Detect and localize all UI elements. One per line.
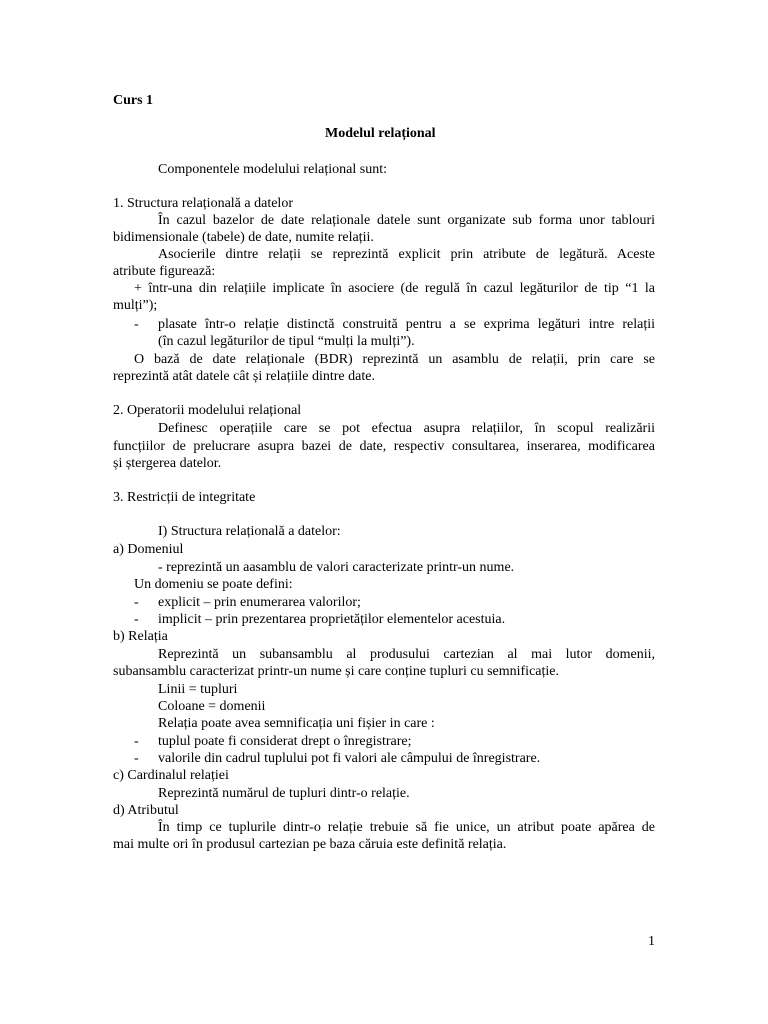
- bullet-line: mulți”);: [113, 298, 158, 313]
- paragraph-line: În timp ce tuplurile dintr-o relație trebuie să fie unice, un atribut poate apărea de: [158, 820, 655, 835]
- bullet-line: + într-una din relațiile implicate în asociere (de regulă în cazul legăturilor de tip “1 la: [134, 281, 655, 296]
- bullet-line: explicit – prin enumerarea valorilor;: [158, 595, 361, 610]
- item-heading: d) Atributul: [113, 803, 179, 818]
- bullet-line: valorile din cadrul tuplului pot fi valori ale câmpului de înregistrare.: [158, 751, 541, 766]
- paragraph-line: mai multe ori în produsul cartezian pe baza căruia este definită relația.: [113, 837, 507, 852]
- bullet-line: (în cazul legăturilor de tipul “mulți la mulți”).: [158, 334, 415, 349]
- paragraph-line: - reprezintă un aasamblu de valori caracterizate printr-un nume.: [158, 560, 515, 575]
- list-dash: -: [134, 612, 139, 627]
- list-dash: -: [134, 317, 139, 332]
- paragraph-line: Definesc operațiile care se pot efectua asupra relațiilor, în scopul realizării: [158, 421, 655, 436]
- paragraph-line: În cazul bazelor de date relaționale datele sunt organizate sub forma unor tablouri: [158, 213, 655, 228]
- paragraph-line: bidimensionale (tabele) de date, numite relații.: [113, 230, 374, 245]
- section-1-heading: 1. Structura relațională a datelor: [113, 196, 293, 211]
- list-dash: -: [134, 595, 139, 610]
- intro-text: Componentele modelului relațional sunt:: [158, 162, 388, 177]
- list-dash: -: [134, 734, 139, 749]
- paragraph-line: reprezintă atât datele cât și relațiile dintre date.: [113, 369, 375, 384]
- paragraph-line: O bază de date relaționale (BDR) reprezintă un asamblu de relații, prin care se: [134, 352, 655, 367]
- paragraph-line: Asocierile dintre relații se reprezintă explicit prin atribute de legătură. Aceste: [158, 247, 655, 262]
- paragraph-line: Linii = tupluri: [158, 682, 238, 697]
- paragraph-line: Coloane = domenii: [158, 699, 266, 714]
- section-2-heading: 2. Operatorii modelului relațional: [113, 403, 302, 418]
- paragraph-line: subansamblu caracterizat printr-un nume și care conține tupluri cu semnificație.: [113, 664, 559, 679]
- page-title: Modelul relațional: [325, 126, 436, 141]
- page-number: 1: [648, 934, 655, 949]
- list-dash: -: [134, 751, 139, 766]
- section-3-heading: 3. Restricții de integritate: [113, 490, 256, 505]
- item-heading: a) Domeniul: [113, 542, 184, 557]
- paragraph-line: Reprezintă numărul de tupluri dintr-o relație.: [158, 786, 410, 801]
- bullet-line: tuplul poate fi considerat drept o înregistrare;: [158, 734, 412, 749]
- subsection-heading: I) Structura relațională a datelor:: [158, 524, 341, 539]
- paragraph-line: Un domeniu se poate defini:: [134, 577, 293, 592]
- item-heading: c) Cardinalul relației: [113, 768, 229, 783]
- course-label: Curs 1: [113, 93, 154, 108]
- paragraph-line: atribute figurează:: [113, 264, 216, 279]
- paragraph-line: funcțiilor de prelucrare asupra bazei de date, respectiv consultarea, inserarea, modificarea: [113, 439, 655, 454]
- bullet-line: implicit – prin prezentarea proprietăților elementelor acestuia.: [158, 612, 506, 627]
- paragraph-line: Relația poate avea semnificația uni fișier in care :: [158, 716, 435, 731]
- paragraph-line: Reprezintă un subansamblu al produsului cartezian al mai lutor domenii,: [158, 647, 655, 662]
- item-heading: b) Relația: [113, 629, 168, 644]
- paragraph-line: și ștergerea datelor.: [113, 456, 222, 471]
- bullet-line: plasate într-o relație distinctă construită pentru a se exprima legături intre relații: [158, 317, 655, 332]
